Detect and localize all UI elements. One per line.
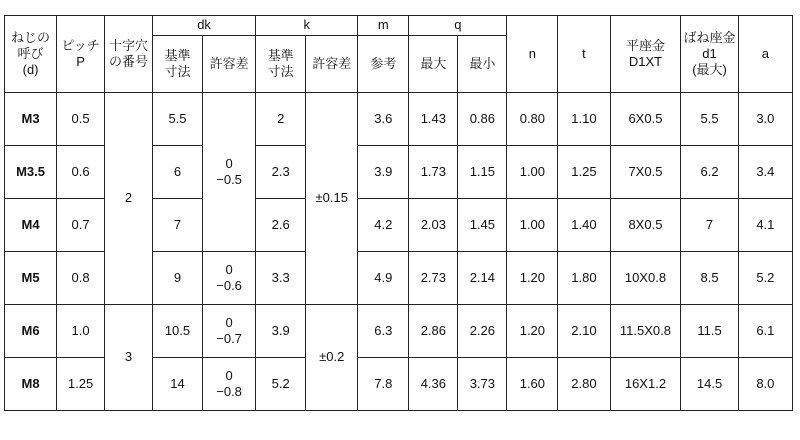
header-size: ねじの 呼び (d) [5, 16, 57, 93]
header-t: t [558, 16, 610, 93]
cell-washer: 10X0.8 [610, 252, 681, 305]
cell-q-min: 2.14 [458, 252, 507, 305]
header-k-nominal: 基準 寸法 [256, 36, 306, 93]
cell-dk: 6 [152, 146, 202, 199]
cell-size: M4 [5, 199, 57, 252]
cell-size: M8 [5, 358, 57, 411]
cell-q-min: 3.73 [458, 358, 507, 411]
cell-washer: 8X0.5 [610, 199, 681, 252]
cell-k: 3.3 [256, 252, 306, 305]
cell-q-max: 1.73 [409, 146, 458, 199]
cell-k-tolerance: ±0.2 [306, 305, 358, 411]
cell-spring-washer: 8.5 [681, 252, 738, 305]
header-pitch: ピッチ P [57, 16, 105, 93]
header-k-tolerance: 許容差 [306, 36, 358, 93]
cell-q-min: 1.45 [458, 199, 507, 252]
cell-dk: 7 [152, 199, 202, 252]
header-n: n [507, 16, 558, 93]
header-washer: 平座金 D1XT [610, 16, 681, 93]
cell-t: 1.40 [558, 199, 610, 252]
cell-dk: 14 [152, 358, 202, 411]
cell-a: 5.2 [738, 252, 792, 305]
cell-dk: 5.5 [152, 93, 202, 146]
cell-spring-washer: 5.5 [681, 93, 738, 146]
header-spring-washer: ばね座金 d1 (最大) [681, 16, 738, 93]
cell-a: 4.1 [738, 199, 792, 252]
cell-a: 8.0 [738, 358, 792, 411]
cell-m: 6.3 [358, 305, 409, 358]
cell-a: 6.1 [738, 305, 792, 358]
cell-size: M3 [5, 93, 57, 146]
header-dk: dk [152, 16, 255, 36]
header-q: q [409, 16, 507, 36]
cell-q-max: 2.03 [409, 199, 458, 252]
header-k: k [256, 16, 358, 36]
cell-washer: 7X0.5 [610, 146, 681, 199]
table-row [5, 93, 793, 146]
cell-m: 4.9 [358, 252, 409, 305]
cell-t: 2.10 [558, 305, 610, 358]
cell-m: 3.9 [358, 146, 409, 199]
cell-n: 1.20 [507, 305, 558, 358]
cell-k-tolerance: ±0.15 [306, 93, 358, 305]
header-q-max: 最大 [409, 36, 458, 93]
cell-n: 1.60 [507, 358, 558, 411]
cell-spring-washer: 11.5 [681, 305, 738, 358]
cell-size: M5 [5, 252, 57, 305]
cell-q-max: 4.36 [409, 358, 458, 411]
header-a: a [738, 16, 792, 93]
cell-dk-tolerance: 0 −0.6 [203, 252, 256, 305]
cell-washer: 16X1.2 [610, 358, 681, 411]
cell-pitch: 0.7 [57, 199, 105, 252]
header-q-min: 最小 [458, 36, 507, 93]
cell-cross-recess: 3 [105, 305, 153, 411]
cell-dk-tolerance: 0 −0.8 [203, 358, 256, 411]
cell-t: 1.25 [558, 146, 610, 199]
table-row [5, 305, 793, 358]
cell-q-min: 1.15 [458, 146, 507, 199]
cell-dk-tolerance: 0 −0.5 [203, 93, 256, 252]
cell-k: 2.3 [256, 146, 306, 199]
cell-pitch: 0.6 [57, 146, 105, 199]
cell-m: 3.6 [358, 93, 409, 146]
cell-dk-tolerance: 0 −0.7 [203, 305, 256, 358]
cell-dk: 10.5 [152, 305, 202, 358]
cell-size: M3.5 [5, 146, 57, 199]
cell-q-max: 1.43 [409, 93, 458, 146]
cell-t: 2.80 [558, 358, 610, 411]
cell-k: 5.2 [256, 358, 306, 411]
cell-a: 3.4 [738, 146, 792, 199]
header-m: m [358, 16, 409, 36]
cell-m: 7.8 [358, 358, 409, 411]
cell-k: 2 [256, 93, 306, 146]
cell-spring-washer: 14.5 [681, 358, 738, 411]
cell-n: 0.80 [507, 93, 558, 146]
spec-table [4, 15, 793, 411]
cell-q-max: 2.73 [409, 252, 458, 305]
header-m-ref: 参考 [358, 36, 409, 93]
cell-dk: 9 [152, 252, 202, 305]
cell-size: M6 [5, 305, 57, 358]
cell-q-min: 0.86 [458, 93, 507, 146]
cell-n: 1.00 [507, 199, 558, 252]
cell-m: 4.2 [358, 199, 409, 252]
cell-a: 3.0 [738, 93, 792, 146]
cell-k: 2.6 [256, 199, 306, 252]
cell-spring-washer: 6.2 [681, 146, 738, 199]
header-cross-recess: 十字穴 の番号 [105, 16, 153, 93]
cell-spring-washer: 7 [681, 199, 738, 252]
cell-k: 3.9 [256, 305, 306, 358]
cell-washer: 11.5X0.8 [610, 305, 681, 358]
header-dk-tolerance: 許容差 [203, 36, 256, 93]
cell-pitch: 1.25 [57, 358, 105, 411]
cell-cross-recess: 2 [105, 93, 153, 305]
cell-q-min: 2.26 [458, 305, 507, 358]
cell-t: 1.80 [558, 252, 610, 305]
spec-table-container [4, 15, 793, 411]
cell-pitch: 1.0 [57, 305, 105, 358]
cell-pitch: 0.8 [57, 252, 105, 305]
cell-q-max: 2.86 [409, 305, 458, 358]
header-dk-nominal: 基準 寸法 [152, 36, 202, 93]
cell-pitch: 0.5 [57, 93, 105, 146]
header-row-1 [5, 16, 793, 36]
cell-washer: 6X0.5 [610, 93, 681, 146]
cell-n: 1.00 [507, 146, 558, 199]
cell-n: 1.20 [507, 252, 558, 305]
cell-t: 1.10 [558, 93, 610, 146]
